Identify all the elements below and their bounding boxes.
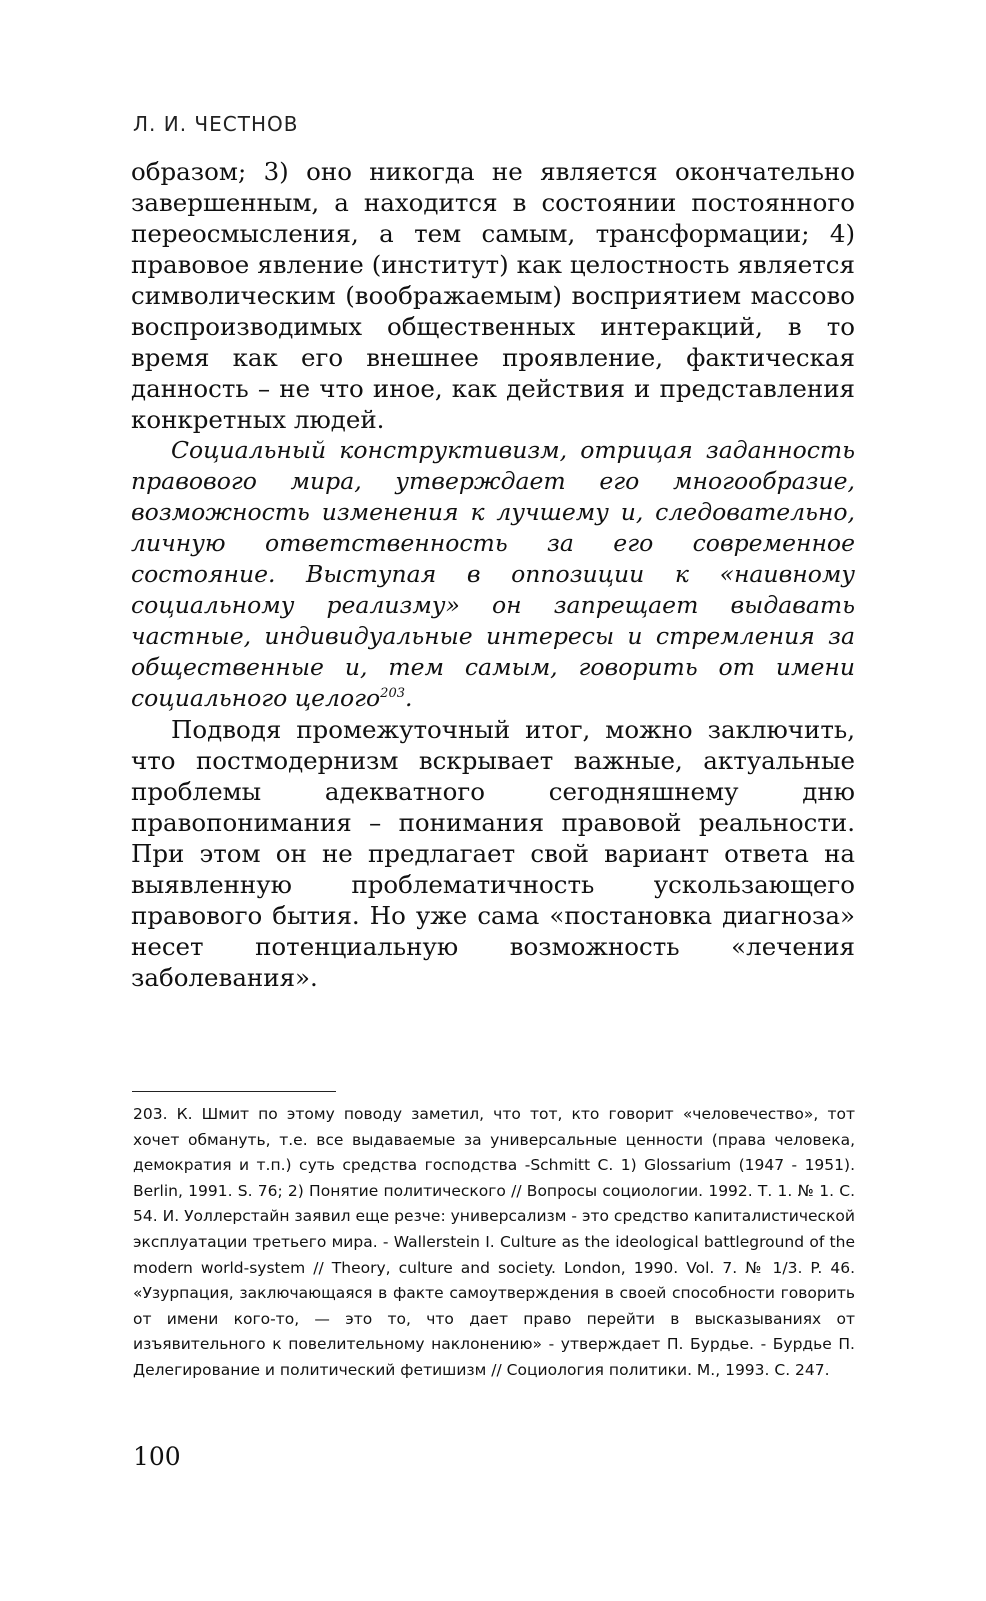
- footnote-reference[interactable]: 203: [380, 686, 405, 702]
- footnote-separator: [132, 1091, 336, 1092]
- page-number: 100: [133, 1442, 181, 1471]
- main-text: [131, 156, 855, 993]
- paragraph-1: образом; 3) оно никогда не является окончательно завершенным, а находится в состоянии постоянного переосмысления, а тем самым, трансформации; 4) правовое явление (институт) как целостность является символическим (воображаемым) восприятием массово воспроизводимых общественных интеракций, в то время как его внешнее проявление, фактическая данность – не что иное, как действия и представления конкретных людей.: [131, 157, 855, 434]
- paragraph-2-text: Социальный конструктивизм, отрицая заданность правового мира, утверждает его многообразие, возможность изменения к лучшему и, следовательно, личную ответственность за его современное состояние. Выступая в оппозиции к «наивному социальному реализму» он запрещает выдавать частные, индивидуальные интересы и стремления за общественные и, тем самым, говорить от имени социального целого: [131, 436, 855, 712]
- footnote-203: 203. К. Шмит по этому поводу заметил, что тот, кто говорит «человечество», тот хочет обмануть, т.е. все выдаваемые за универсальные ценности (права человека, демократия и т.п.) суть средства господства -Schmitt C. 1) Glossarium (1947 - 1951). Berlin, 1991. S. 76; 2) Понятие политического // Вопросы социологии. 1992. Т. 1. № 1. С. 54. И. Уоллерстайн заявил еще резче: универсализм - это средство капиталистической эксплуатации третьего мира. - Wallerstein I. Culture as the ideological battleground of the modern world-system // Theory, culture and society. London, 1990. Vol. 7. № 1/3. P. 46. «Узурпация, заключающаяся в факте самоутверждения в своей способности говорить от имени кого-то, — это то, что дает право перейти в высказываниях от изъявительного к повелительному наклонению» - утверждает П. Бурдье. - Бурдье П. Делегирование и политический фетишизм // Социология политики. М., 1993. С. 247.: [133, 1105, 855, 1379]
- running-head: Л. И. ЧЕСТНОВ: [133, 112, 299, 136]
- paragraph-3: Подводя промежуточный итог, можно заключить, что постмодернизм вскрывает важные, актуальные проблемы адекватного сегодняшнему дню правопонимания – понимания правовой реальности. При этом он не предлагает свой вариант ответа на выявленную проблематичность ускользающего правового бытия. Но уже сама «постановка диагноза» несет потенциальную возможность «лечения заболевания».: [131, 715, 855, 992]
- paragraph-2-end: .: [405, 684, 413, 712]
- paragraph-2: [131, 435, 855, 714]
